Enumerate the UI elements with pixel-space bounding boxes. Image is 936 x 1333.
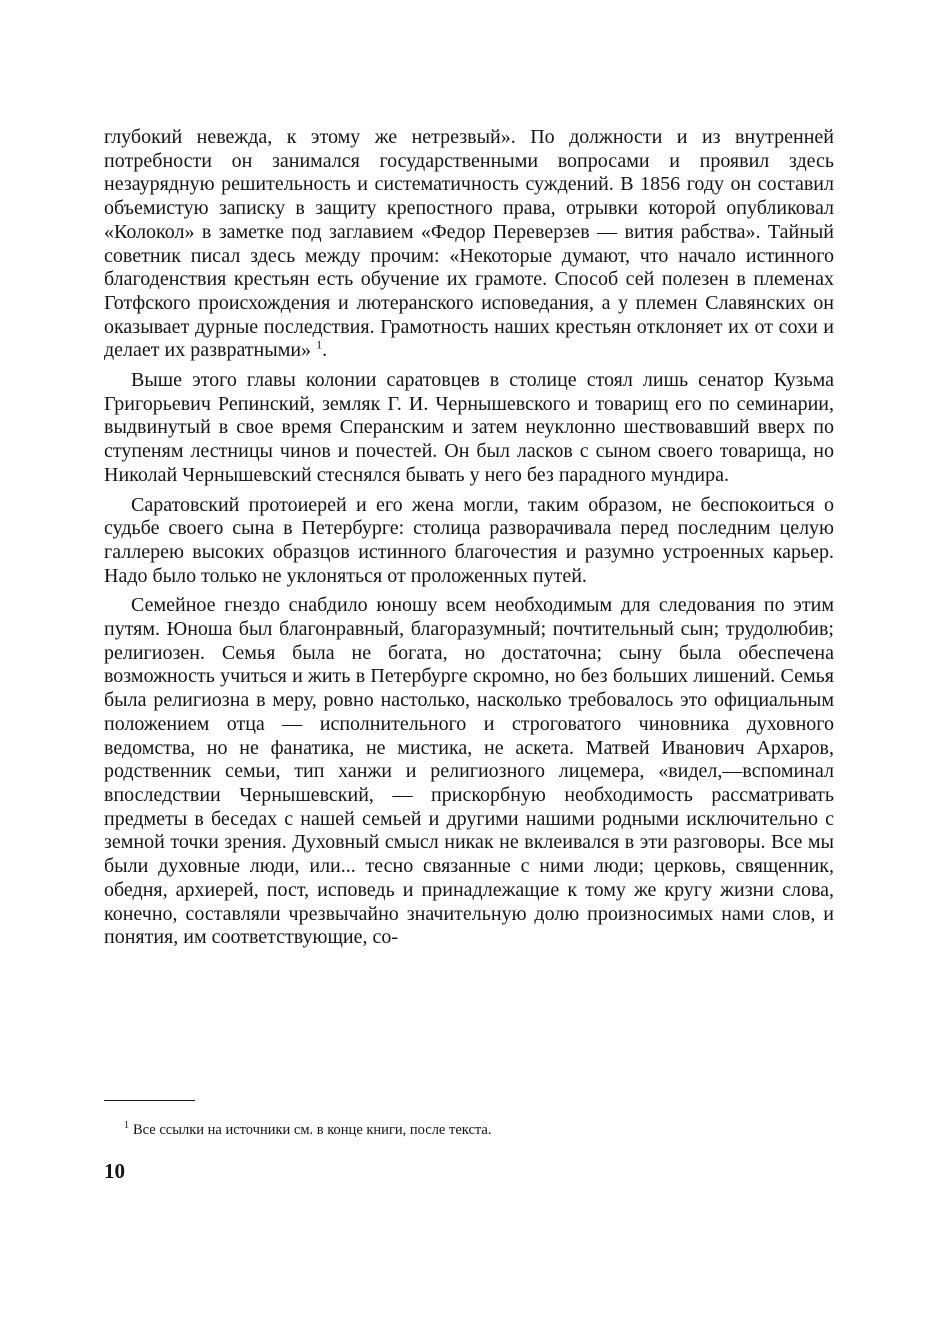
footnote-marker: 1 <box>124 1120 129 1132</box>
paragraph: глубокий невежда, к этому же нетрезвый». По должности и из внутренней потребности он занимался государственными вопросами и проявил здесь незаурядную решительность и систематичность суждений. В 1856 году он составил объемистую записку в защиту крепостного права, отрывки которой опубликовал «Колокол» в заметке под заглавием «Федор Переверзев — вития рабства». Тайный советник писал здесь между прочим: «Некоторые думают, что начало истинного благоденствия крестьян есть обучение их грамоте. Способ сей полезен в племенах Готфского происхождения и лютеранского исповедания, а у племен Славянских он оказывает дурные последствия. Грамотность наших крестьян отклоняет их от сохи и делает их развратными» $^1$. <box>104 126 834 362</box>
paragraph <box>104 594 834 950</box>
footnote <box>124 1120 824 1140</box>
paragraph <box>104 494 834 589</box>
page-number: 10 <box>104 1159 125 1183</box>
footnote-reference: 1 <box>316 337 323 352</box>
paragraph-text: глубокий невежда, к этому же нетрезвый». По должности и из внутренней потребности он занимался государственными вопросами и проявил здесь незаурядную решительность и систематичность суждений. В 1856 году он составил объемистую записку в защиту крепостного права, отрывки которой опубликовал «Колокол» в заметке под заглавием «Федор Переверзев — вития рабства». Тайный советник писал здесь между прочим: «Некоторые думают, что начало истинного благоденствия крестьян есть обучение их грамоте. Способ сей полезен в племенах Готфского происхождения и лютеранского исповедания, а у племен Славянских он оказывает дурные последствия. Грамотность наших крестьян отклоняет их от сохи и делает их развратными» <box>104 126 834 362</box>
paragraph <box>104 369 834 488</box>
paragraph-text: Саратовский протоиерей и его жена могли, таким образом, не беспокоиться о судьбе своего сына в Петербурге: столица разворачивала перед последним целую галлерею высоких образцов истинного благочестия и разумно устроенных карьер. Надо было только не уклоняться от проложенных путей. <box>104 493 834 587</box>
paragraph-text: Выше этого главы колонии саратовцев в столице стоял лишь сенатор Кузьма Григорьевич Репинский, земляк Г. И. Чернышевского и товарищ его по семинарии, выдвинутый в свое время Сперанским и затем неуклонно шествовавший вверх по ступеням лестницы чинов и почестей. Он был ласков с сыном своего товарища, но Николай Чернышевский стеснялся бывать у него без парадного мундира. <box>104 369 834 486</box>
paragraph-text: Семейное гнездо снабдило юношу всем необходимым для следования по этим путям. Юноша был благонравный, благоразумный; почтительный сын; трудолюбив; религиозен. Семья была не богата, но достаточна; сыну была обеспечена возможность учиться и жить в Петербурге скромно, но без больших лишений. Семья была религиозна в меру, ровно настолько, насколько требовалось это официальным положением отца — исполнительного и строговатого чиновника духовного ведомства, но не фанатика, не мистика, не аскета. Матвей Иванович Архаров, родственник семьи, тип ханжи и религиозного лицемера, «видел,—вспоминал впоследствии Чернышевский, — прискорбную необходимость рассматривать предметы в беседах с нашей семьей и другими нашими родными исключительно с земной точки зрения. Духовный смысл никак не вклеивался в эти разговоры. Все мы были духовные люди, или... тесно связанные с ними люди; церковь, священник, обедня, архиерей, пост, исповедь и принадлежащие к тому же кругу жизни слова, конечно, составляли чрезвычайно значительную долю произносимых нами слов, и понятия, им соответствующие, со- <box>104 594 834 949</box>
footnote-divider <box>104 1100 195 1101</box>
main-text <box>104 126 834 950</box>
footnote-text: Все ссылки на источники см. в конце книги, после текста. <box>133 1122 492 1138</box>
